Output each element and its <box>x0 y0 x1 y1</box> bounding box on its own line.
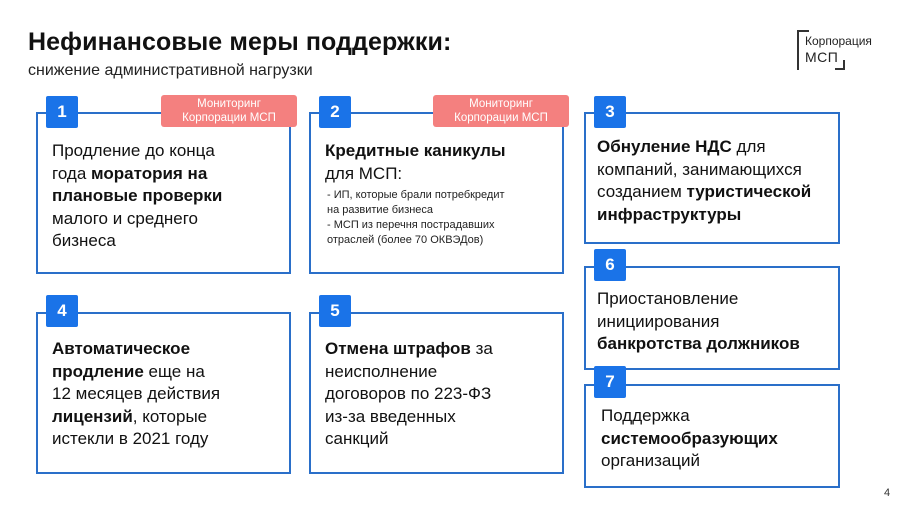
card-2-number: 2 <box>319 96 351 128</box>
card-2-bullet2a: - МСП из перечня пострадавших <box>327 219 495 231</box>
card-3-line4: инфраструктуры <box>597 204 742 224</box>
card-3-text <box>597 136 811 226</box>
card-7-line2: системообразующих <box>601 428 778 448</box>
card-3-number: 3 <box>594 96 626 128</box>
card-3-line2: компаний, занимающихся <box>597 159 802 179</box>
card-2-text <box>325 140 505 185</box>
card-2-line1: Кредитные каникулы <box>325 141 506 160</box>
logo-line1: Корпорация <box>805 34 872 48</box>
tag-line1: Мониторинг <box>197 98 261 110</box>
card-1-line1: Продление до конца <box>52 141 215 160</box>
logo-bracket-right <box>835 60 845 70</box>
card-3-line3: созданием туристической <box>597 182 812 201</box>
card-2-line2: для МСП: <box>325 163 403 183</box>
card-4-line1: Автоматическое <box>52 339 191 358</box>
card-7-line1: Поддержка <box>601 406 690 425</box>
card-5-line5: санкций <box>325 429 389 448</box>
card-6-line3: банкротства должников <box>597 334 800 353</box>
page-subtitle: снижение административной нагрузки <box>28 62 313 79</box>
card-7-line3: организаций <box>601 451 701 470</box>
card-6-line1: Приостановление <box>597 289 739 308</box>
card-5-line1: Отмена штрафов за <box>325 339 493 358</box>
card-1-number: 1 <box>46 96 78 128</box>
card-2-bullet2b: отраслей (более 70 ОКВЭДов) <box>327 234 484 246</box>
card-6-line2: инициирования <box>597 311 720 331</box>
card-5-line2: неисполнение <box>325 361 438 381</box>
card-1-line5: бизнеса <box>52 231 116 250</box>
card-7-text <box>601 405 778 473</box>
card-6-text <box>597 288 800 356</box>
card-1-line3: плановые проверки <box>52 186 223 205</box>
card-4-number: 4 <box>46 295 78 327</box>
card-2-bullet1a: - ИП, которые брали потребкредит <box>327 189 505 201</box>
card-3-line1: Обнуление НДС для <box>597 137 766 156</box>
card-2-bullet1b: на развитие бизнеса <box>327 204 434 216</box>
card-2-bullets <box>325 188 505 248</box>
tag-line2: Корпорации МСП <box>454 112 548 124</box>
card-7-number: 7 <box>594 366 626 398</box>
card-5-line4: из-за введенных <box>325 406 456 426</box>
card-5-text <box>325 338 493 451</box>
card-6-number: 6 <box>594 249 626 281</box>
card-4-text <box>52 338 220 451</box>
logo-line2: МСП <box>805 49 839 65</box>
corporation-msp-logo <box>797 30 877 70</box>
page-number: 4 <box>884 487 891 499</box>
card-4-line4: лицензий, которые <box>52 406 208 426</box>
tag-line2: Корпорации МСП <box>182 112 276 124</box>
card-4-line5: истекли в 2021 году <box>52 429 209 448</box>
card-4-line3: 12 месяцев действия <box>52 384 221 403</box>
card-4-line2: продление еще на <box>52 361 205 381</box>
card-1-line2: года моратория на <box>52 163 208 183</box>
card-2-monitoring-tag <box>433 95 569 127</box>
card-5-number: 5 <box>319 295 351 327</box>
card-1-text <box>52 140 222 253</box>
tag-line1: Мониторинг <box>469 98 533 110</box>
page-title: Нефинансовые меры поддержки: <box>28 28 452 56</box>
card-1-line4: малого и среднего <box>52 208 199 228</box>
card-5-line3: договоров по 223-ФЗ <box>325 384 492 403</box>
card-1-monitoring-tag <box>161 95 297 127</box>
